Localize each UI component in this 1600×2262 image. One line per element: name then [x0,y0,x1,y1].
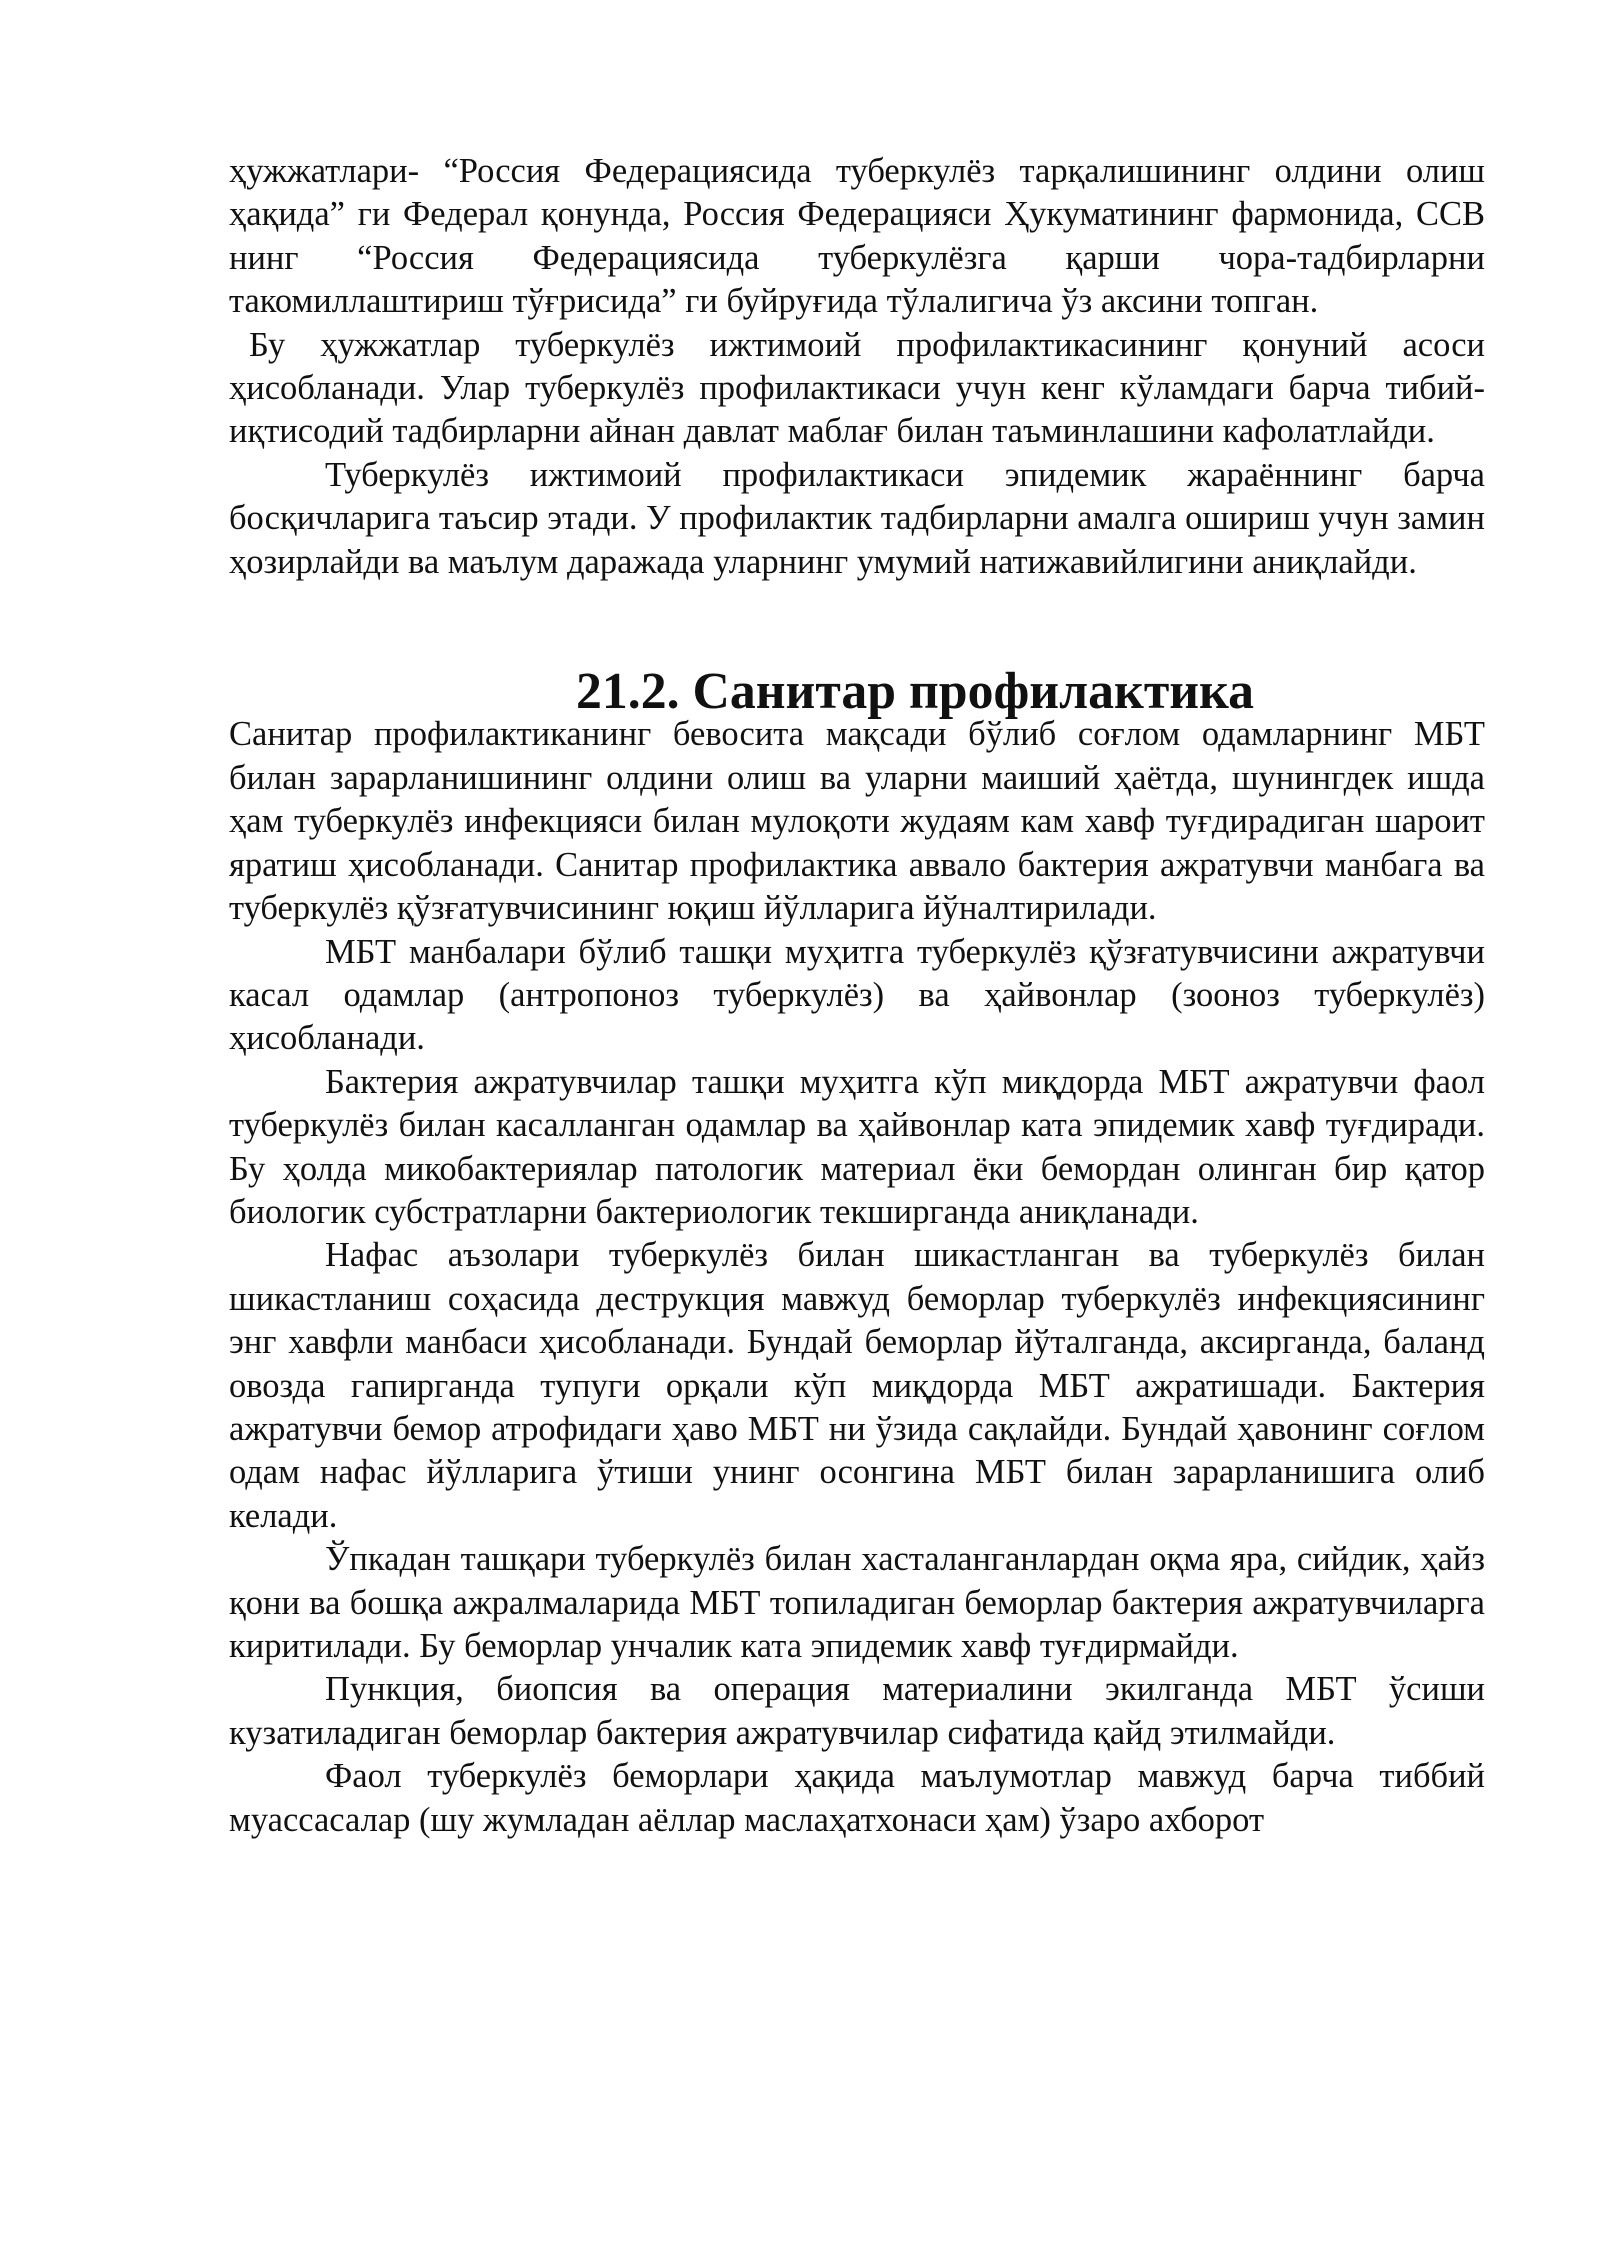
paragraph-sanitary-goal: Санитар профилактиканинг бевосита мақсади бўлиб соғлом одамларнинг МБТ билан зарарланишининг олдини олиш ва уларни маиший ҳаётда, шунингдек ишда ҳам туберкулёз инфекцияси билан мулоқоти жудаям кам хавф туғдирадиган шароит яратиш ҳисобланади. Санитар профилактика аввало бактерия ажратувчи манбага ва туберкулёз қўзғатувчисининг юқиш йўлларига йўналтирилади. [229,715,1485,928]
paragraph-puncture-biopsy: Пункция, биопсия ва операция материалини экилганда МБТ ўсиши кузатиладиган беморлар бактерия ажратувчилар сифатида қайд этилмайди. [229,1670,1485,1752]
paragraph-extrapulmonary-tb: Ўпкадан ташқари туберкулёз билан хасталанганлардан оқма яра, сийдик, ҳайз қони ва бошқа ажралмаларида МБТ топиладиган беморлар бактерия ажратувчиларга киритилади. Бу беморлар унчалик ката эпидемик хавф туғдирмайди. [229,1540,1485,1665]
paragraph-legal-documents: ҳужжатлари- “Россия Федерациясида туберкулёз тарқалишининг олдини олиш ҳақида” ги Федерал қонунда, Россия Федерацияси Ҳукуматининг фармонида, ССВ нинг “Россия Федерациясида туберкулёзга қарши чора-тадбирларни такомиллаштириш тўғрисида” ги буйруғида тўлалигича ўз аксини топган. [229,152,1485,321]
section-heading: 21.2. Санитар профилактика [576,663,1254,721]
paragraph-mbt-sources: МБТ манбалари бўлиб ташқи муҳитга туберкулёз қўзғатувчисини ажратувчи касал одамлар (антропоноз туберкулёз) ва ҳайвонлар (зооноз туберкулёз) ҳисобланади. [229,932,1485,1058]
document-page [229,150,1485,1842]
section-spacer [229,584,1485,670]
paragraph-bacteria-excretors: Бактерия ажратувчилар ташқи муҳитга кўп миқдорда МБТ ажратувчи фаол туберкулёз билан касалланган одамлар ва ҳайвонлар ката эпидемик хавф туғдиради. Бу ҳолда микобактериялар патологик материал ёки бемордан олинган бир қатор биологик субстратларни бактериологик текширганда аниқланади. [229,1062,1485,1231]
paragraph-medical-institutions: Фаол туберкулёз беморлари ҳақида маълумотлар мавжуд барча тиббий муассасалар (шу жумладан аёллар маслаҳатхонаси ҳам) ўзаро ахборот [229,1757,1485,1839]
paragraph-respiratory-tb: Нафас аъзолари туберкулёз билан шикастланган ва туберкулёз билан шикастланиш соҳасида деструкция мавжуд беморлар туберкулёз инфекциясининг энг хавфли манбаси ҳисобланади. Бундай беморлар йўталганда, аксирганда, баланд овозда гапирганда тупуги орқали кўп миқдорда МБТ ажратишади. Бактерия ажратувчи бемор атрофидаги ҳаво МБТ ни ўзида сақлайди. Бундай ҳавонинг соғлом одам нафас йўлларига ўтиши унинг осонгина МБТ билан зарарланишига олиб келади. [229,1236,1485,1535]
paragraph-legal-basis: Бу ҳужжатлар туберкулёз ижтимоий профилактикасининг қонуний асоси ҳисобланади. Улар туберкулёз профилактикаси учун кенг кўламдаги барча тибий-иқтисодий тадбирларни айнан давлат маблағ билан таъминлашини кафолатлайди. [229,325,1485,451]
paragraph-social-prophylaxis: Туберкулёз ижтимоий профилактикаси эпидемик жараённинг барча босқичларига таъсир этади. У профилактик тадбирларни амалга ошириш учун замин ҳозирлайди ва маълум даражада уларнинг умумий натижавийлигини аниқлайди. [229,455,1485,581]
